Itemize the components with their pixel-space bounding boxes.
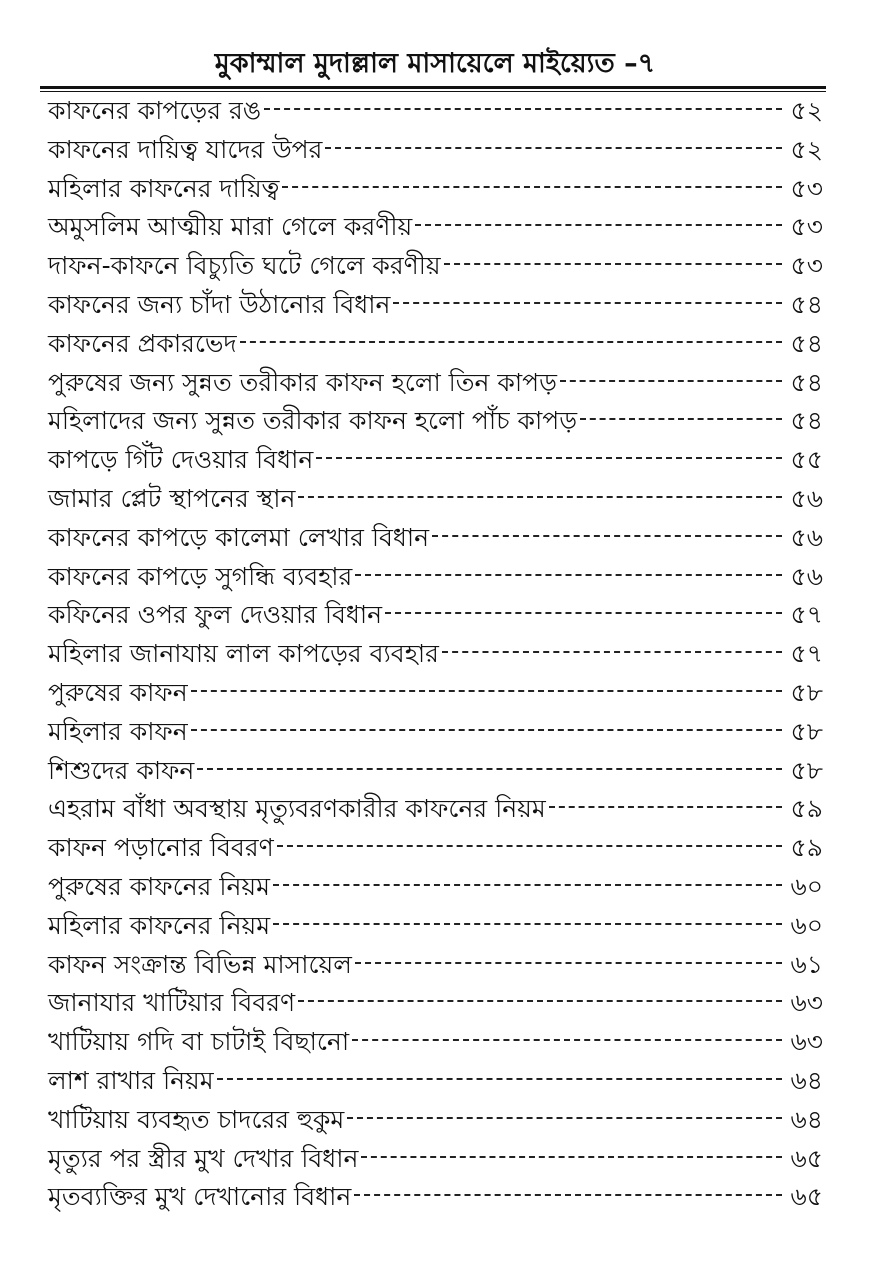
toc-entry-page-number: ৬৪ [790, 1104, 823, 1134]
toc-entry-title: জানাযার খাটিয়ার বিবরণ [48, 988, 296, 1018]
toc-entry-page-number: ৫৪ [790, 289, 823, 319]
toc-entry [48, 364, 823, 403]
toc-entry-page-number: ৫৪ [790, 328, 823, 358]
toc-entry-page-number: ৫২ [790, 134, 823, 164]
toc-entry-title: কাফন সংক্রান্ত বিভিন্ন মাসায়েল [48, 949, 352, 979]
toc-entry [48, 441, 823, 480]
toc-entry-page-number: ৫৯ [790, 794, 823, 824]
toc-entry-page-number: ৫৬ [790, 561, 823, 591]
header-rule-thick [40, 86, 826, 89]
toc-entry [48, 1062, 823, 1101]
dotted-leader [580, 417, 782, 420]
toc-entry-page-number: ৬৩ [790, 1027, 823, 1057]
toc-entry [48, 170, 823, 209]
toc-entry-title: মৃতব্যক্তির মুখ দেখানোর বিধান [48, 1182, 352, 1212]
dotted-leader [560, 379, 782, 382]
toc-entry-title: মহিলাদের জন্য সুন্নত তরীকার কাফন হলো পাঁচ কাপড় [48, 406, 578, 436]
toc-entry-title: কাফনের প্রকারভেদ [48, 328, 237, 358]
toc-entry [48, 674, 823, 713]
toc-entry [48, 829, 823, 868]
toc-entry-title: পুরুষের জন্য সুন্নত তরীকার কাফন হলো তিন কাপড় [48, 367, 557, 397]
toc-entry-page-number: ৫৪ [790, 406, 823, 436]
toc-entry-page-number: ৬৪ [790, 1065, 823, 1095]
toc-entry-page-number: ৫৯ [790, 833, 823, 863]
toc-entry-page-number: ৫২ [790, 96, 823, 125]
toc-entry [48, 868, 823, 907]
toc-entry-title: কাফনের দায়িত্ব যাদের উপর [48, 134, 323, 164]
toc-entry-title: কাপড়ে গিঁট দেওয়ার বিধান [48, 445, 314, 475]
toc-entry-page-number: ৫৮ [790, 716, 823, 746]
toc-entry-title: শিশুদের কাফন [48, 755, 195, 785]
toc-entry [48, 907, 823, 946]
dotted-leader [191, 728, 782, 731]
toc-entry-page-number: ৫৩ [790, 212, 823, 242]
dotted-leader [264, 107, 782, 110]
toc-entry [48, 286, 823, 325]
toc-entry-page-number: ৫৩ [790, 173, 823, 203]
toc-entry-title: খাটিয়ায় ব্যবহৃত চাদরের হুকুম [48, 1104, 345, 1134]
dotted-leader [352, 1038, 782, 1041]
toc-entry-page-number: ৫৪ [790, 367, 823, 397]
toc-entry-title: মহিলার কাফন [48, 716, 188, 746]
dotted-leader [361, 1155, 782, 1158]
toc-entry-page-number: ৬৩ [790, 988, 823, 1018]
toc-entry-title: এহরাম বাঁধা অবস্থায় মৃত্যুবরণকারীর কাফনের নিয়ম [48, 794, 546, 824]
toc-entry-title: পুরুষের কাফন [48, 677, 188, 707]
table-of-contents [48, 92, 823, 1217]
toc-entry [48, 752, 823, 791]
dotted-leader [282, 185, 782, 188]
dotted-leader [415, 223, 782, 226]
toc-entry-page-number: ৬১ [790, 949, 823, 979]
toc-entry [48, 790, 823, 829]
toc-entry [48, 1023, 823, 1062]
dotted-leader [273, 883, 782, 886]
toc-entry [48, 131, 823, 170]
dotted-leader [549, 805, 782, 808]
toc-entry [48, 713, 823, 752]
toc-entry-title: খাটিয়ায় গদি বা চাটাই বিছানো [48, 1027, 350, 1057]
toc-entry [48, 1178, 823, 1217]
toc-entry-title: মহিলার কাফনের দায়িত্ব [48, 173, 280, 203]
toc-entry-title: জামার প্লেট স্থাপনের স্থান [48, 483, 296, 513]
toc-entry-title: কাফন পড়ানোর বিবরণ [48, 833, 274, 863]
toc-entry-title: মহিলার কাফনের নিয়ম [48, 910, 271, 940]
toc-entry [48, 946, 823, 985]
toc-entry-page-number: ৫৬ [790, 522, 823, 552]
toc-entry-title: কাফনের কাপড়ে কালেমা লেখার বিধান [48, 522, 430, 552]
toc-entry [48, 558, 823, 597]
dotted-leader [217, 1077, 782, 1080]
toc-entry-title: পুরুষের কাফনের নিয়ম [48, 871, 271, 901]
dotted-leader [197, 767, 782, 770]
toc-entry-page-number: ৫৬ [790, 483, 823, 513]
toc-entry-title: কাফনের কাপড়ের রঙ [48, 96, 262, 125]
dotted-leader [347, 1116, 782, 1119]
toc-entry [48, 519, 823, 558]
toc-entry-page-number: ৫৩ [790, 251, 823, 281]
dotted-leader [240, 340, 782, 343]
toc-entry-page-number: ৫৫ [790, 445, 823, 475]
dotted-leader [273, 922, 782, 925]
toc-entry [48, 984, 823, 1023]
dotted-leader [444, 262, 782, 265]
dotted-leader [298, 999, 782, 1002]
dotted-leader [277, 844, 782, 847]
toc-entry-title: মহিলার জানাযায় লাল কাপড়ের ব্যবহার [48, 639, 439, 669]
toc-entry-page-number: ৬০ [790, 910, 823, 940]
dotted-leader [354, 1193, 782, 1196]
toc-entry-title: কাফনের কাপড়ে সুগন্ধি ব্যবহার [48, 561, 353, 591]
toc-entry-page-number: ৫৮ [790, 677, 823, 707]
toc-entry-title: অমুসলিম আত্মীয় মারা গেলে করণীয় [48, 212, 413, 242]
toc-entry-page-number: ৬০ [790, 871, 823, 901]
dotted-leader [355, 961, 782, 964]
toc-entry [48, 325, 823, 364]
toc-entry [48, 480, 823, 519]
toc-entry-page-number: ৫৮ [790, 755, 823, 785]
dotted-leader [432, 534, 782, 537]
toc-entry [48, 1140, 823, 1179]
dotted-leader [355, 573, 782, 576]
toc-entry-page-number: ৬৫ [790, 1182, 823, 1212]
dotted-leader [385, 611, 782, 614]
toc-entry-page-number: ৫৭ [790, 639, 823, 669]
toc-entry [48, 596, 823, 635]
toc-entry [48, 92, 823, 131]
dotted-leader [191, 689, 782, 692]
toc-entry-title: লাশ রাখার নিয়ম [48, 1065, 214, 1095]
toc-entry [48, 208, 823, 247]
dotted-leader [316, 456, 782, 459]
toc-entry-title: কাফনের জন্য চাঁদা উঠানোর বিধান [48, 289, 391, 319]
toc-entry-title: কফিনের ওপর ফুল দেওয়ার বিধান [48, 600, 383, 630]
toc-entry [48, 402, 823, 441]
dotted-leader [325, 146, 782, 149]
toc-entry [48, 635, 823, 674]
toc-entry-title: দাফন-কাফনে বিচ্যুতি ঘটে গেলে করণীয় [48, 251, 441, 281]
toc-entry-page-number: ৬৫ [790, 1143, 823, 1173]
toc-entry-page-number: ৫৭ [790, 600, 823, 630]
toc-entry [48, 1101, 823, 1140]
toc-entry [48, 247, 823, 286]
dotted-leader [442, 650, 782, 653]
toc-entry-title: মৃত্যুর পর স্ত্রীর মুখ দেখার বিধান [48, 1143, 359, 1173]
dotted-leader [298, 495, 782, 498]
dotted-leader [393, 301, 782, 304]
running-header: মুকাম্মাল মুদাল্লাল মাসায়েলে মাইয়্যেত –৭ [214, 48, 656, 79]
